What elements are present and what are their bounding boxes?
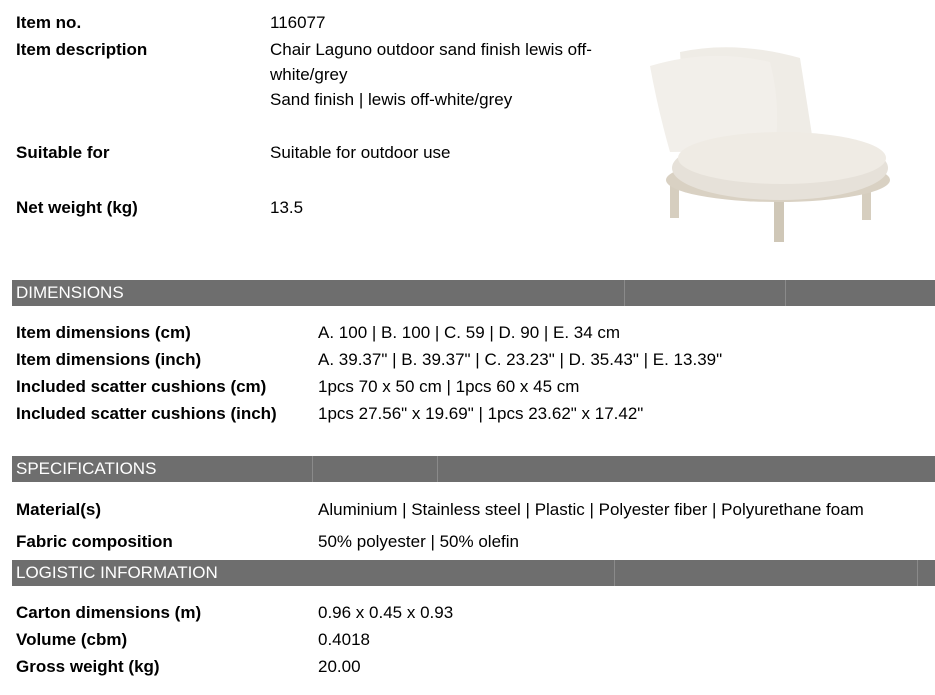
logistic-row-value: 0.4018: [318, 630, 370, 649]
suitable-for-value: Suitable for outdoor use: [270, 143, 451, 162]
header-divider: [437, 456, 438, 482]
logistic-row-label: Carton dimensions (m): [16, 603, 202, 622]
dimensions-row-label: Item dimensions (cm): [16, 323, 191, 342]
specifications-row-label: Material(s): [16, 500, 102, 519]
logistic-section-title: LOGISTIC INFORMATION: [16, 563, 218, 582]
header-divider: [614, 560, 615, 586]
header-divider: [917, 560, 918, 586]
dimensions-section-header: [12, 280, 935, 306]
suitable-for-label: Suitable for: [16, 143, 110, 162]
header-divider: [785, 280, 786, 306]
logistic-row-value: 0.96 x 0.45 x 0.93: [318, 603, 454, 622]
logistic-section-header: [12, 560, 935, 586]
dimensions-row-value: A. 100 | B. 100 | C. 59 | D. 90 | E. 34 cm: [318, 323, 621, 342]
logistic-row-label: Volume (cbm): [16, 630, 128, 649]
item-description-label: Item description: [16, 40, 148, 59]
dimensions-row-value: A. 39.37" | B. 39.37" | C. 23.23" | D. 35.43" | E. 13.39": [318, 350, 723, 369]
item-description-subtitle: Sand finish | lewis off-white/grey: [270, 90, 513, 109]
dimensions-row-value: 1pcs 27.56" x 19.69" | 1pcs 23.62" x 17.42": [318, 404, 644, 423]
logistic-row-value: 20.00: [318, 657, 361, 676]
dimensions-row-value: 1pcs 70 x 50 cm | 1pcs 60 x 45 cm: [318, 377, 580, 396]
header-divider: [624, 280, 625, 306]
seat-cushion: [678, 132, 886, 184]
dimensions-row-label: Item dimensions (inch): [16, 350, 202, 369]
specifications-row-label: Fabric composition: [16, 532, 173, 551]
specifications-row-value: Aluminium | Stainless steel | Plastic | Polyester fiber | Polyurethane foam: [318, 500, 864, 519]
specifications-section-header: [12, 456, 935, 482]
net-weight-label: Net weight (kg): [16, 198, 138, 217]
dimensions-row-label: Included scatter cushions (cm): [16, 377, 267, 396]
item-description-value: Chair Laguno outdoor sand finish lewis off-white/grey: [270, 40, 592, 84]
header-divider: [312, 456, 313, 482]
item-no-value: 116077: [270, 13, 326, 32]
net-weight-value: 13.5: [270, 198, 304, 217]
dimensions-row-label: Included scatter cushions (inch): [16, 404, 277, 423]
product-image: [640, 40, 895, 250]
specifications-row-value: 50% polyester | 50% olefin: [318, 532, 519, 551]
item-no-label: Item no.: [16, 13, 82, 32]
logistic-row-label: Gross weight (kg): [16, 657, 160, 676]
dimensions-section-title: DIMENSIONS: [16, 283, 124, 302]
specifications-section-title: SPECIFICATIONS: [16, 459, 157, 478]
